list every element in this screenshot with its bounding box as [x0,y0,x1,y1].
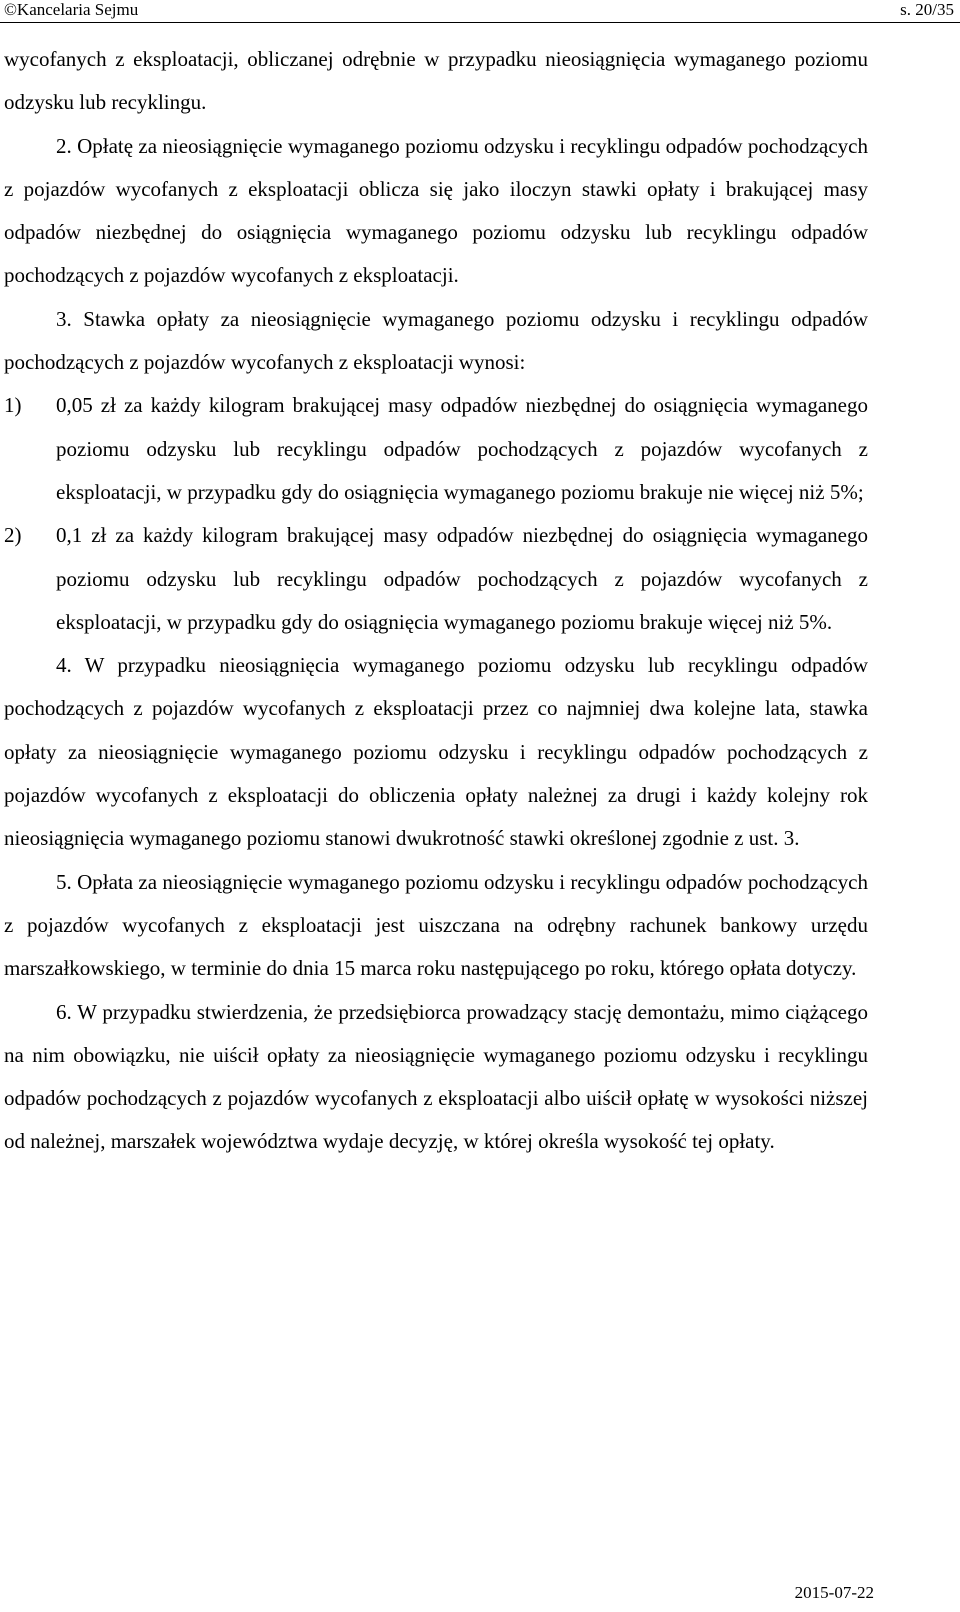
paragraph-4: 4. W przypadku nieosiągnięcia wymaganego poziomu odzysku lub recyklingu odpadów pochodzących z pojazdów wycofanych z eksploatacji przez co najmniej dwa kolejne lata, stawka opłaty za nieosiągnięcie wymaganego poziomu odzysku i recyklingu odpadów pochodzących z pojazdów wycofanych z eksploatacji do obliczenia opłaty należnej za drugi i każdy kolejny rok nieosiągnięcia wymaganego poziomu stanowi dwukrotność stawki określonej zgodnie z ust. 3. [4,653,868,851]
list-item-1 [4,384,868,514]
paragraph-6: 6. W przypadku stwierdzenia, że przedsiębiorca prowadzący stację demontażu, mimo ciążącego na nim obowiązku, nie uiścił opłaty za nieosiągnięcie wymaganego poziomu odzysku i recyklingu odpadów pochodzących z pojazdów wycofanych z eksploatacji albo uiścił opłatę w wysokości niższej od należnej, marszałek województwa wydaje decyzję, w której określa wysokość tej opłaty. [4,999,868,1154]
list-item-2 [4,514,868,644]
page-number: s. 20/35 [900,0,954,19]
paragraph-2: 2. Opłatę za nieosiągnięcie wymaganego poziomu odzysku i recyklingu odpadów pochodzących z pojazdów wycofanych z eksploatacji oblicza się jako iloczyn stawki opłaty i brakującej masy odpadów niezbędnej do osiągnięcia wymaganego poziomu odzysku lub recyklingu odpadów pochodzących z pojazdów wycofanych z eksploatacji. [4,133,868,288]
paragraph-continuation: wycofanych z eksploatacji, obliczanej odrębnie w przypadku nieosiągnięcia wymaganego poziomu odzysku lub recyklingu. [4,47,868,115]
document-body [4,38,868,1164]
paragraph-5: 5. Opłata za nieosiągnięcie wymaganego poziomu odzysku i recyklingu odpadów pochodzących z pojazdów wycofanych z eksploatacji jest uiszczana na odrębny rachunek bankowy urzędu marszałkowskiego, w terminie do dnia 15 marca roku następującego po roku, którego opłata dotyczy. [4,869,868,981]
copyright-label: ©Kancelaria Sejmu [4,0,139,19]
list-item-number: 1) [4,393,22,418]
list-item-text: 0,05 zł za każdy kilogram brakującej masy odpadów niezbędnej do osiągnięcia wymaganego poziomu odzysku lub recyklingu odpadów pochodzących z pojazdów wycofanych z eksploatacji, w przypadku gdy do osiągnięcia wymaganego poziomu brakuje nie więcej niż 5%; [56,393,868,504]
footer-date: 2015-07-22 [794,1583,874,1602]
list-item-text: 0,1 zł za każdy kilogram brakującej masy odpadów niezbędnej do osiągnięcia wymaganego poziomu odzysku lub recyklingu odpadów pochodzących z pojazdów wycofanych z eksploatacji, w przypadku gdy do osiągnięcia wymaganego poziomu brakuje więcej niż 5%. [56,523,868,634]
page-header [0,0,960,23]
paragraph-3: 3. Stawka opłaty za nieosiągnięcie wymaganego poziomu odzysku i recyklingu odpadów pochodzących z pojazdów wycofanych z eksploatacji wynosi: [4,306,868,375]
list-item-number: 2) [4,523,22,548]
